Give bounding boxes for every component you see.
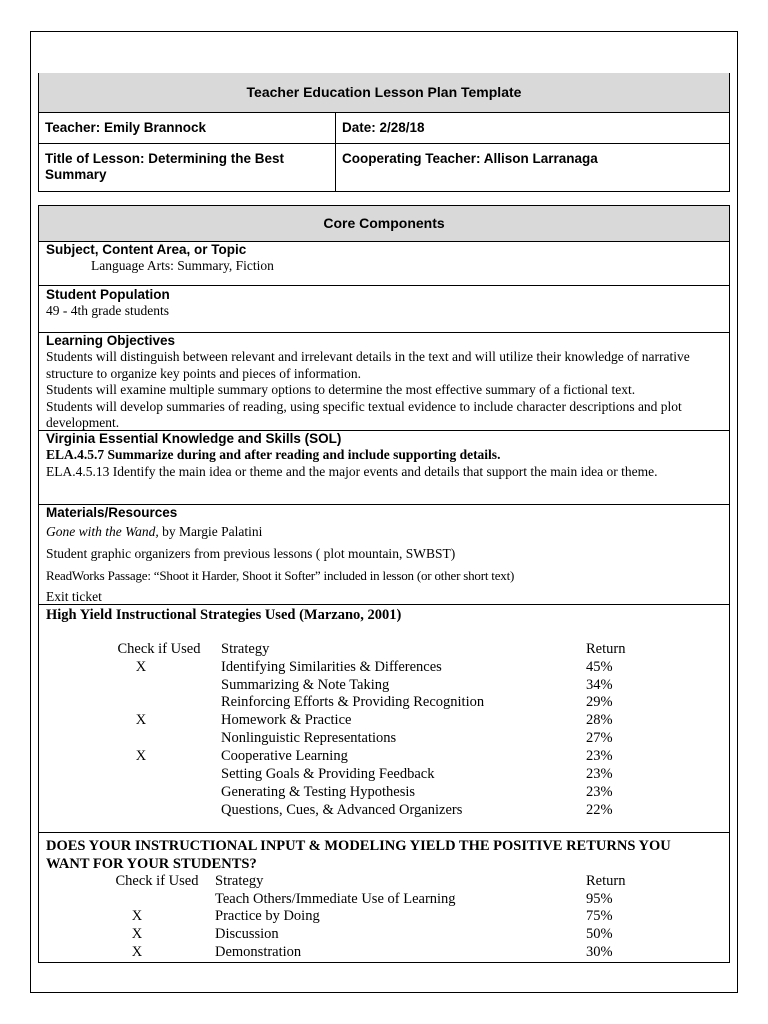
strategy-return: 22% <box>586 802 613 818</box>
strategy-return: 75% <box>586 908 613 924</box>
strategy-name: Nonlinguistic Representations <box>221 730 397 746</box>
lesson-date: Date: 2/28/18 <box>336 112 730 143</box>
table-row <box>39 926 715 944</box>
table-row <box>39 784 715 802</box>
input-header-row <box>39 873 715 891</box>
materials-section <box>38 505 730 605</box>
lesson-title: Title of Lesson: Determining the Best Summary <box>39 143 336 191</box>
strategy-name: Summarizing & Note Taking <box>221 677 390 693</box>
book-title: Gone with the Wand, <box>46 524 159 539</box>
table-row <box>39 730 715 748</box>
table-row <box>39 748 715 766</box>
strategy-return: 23% <box>586 766 613 782</box>
population-section <box>38 286 730 333</box>
teacher-name: Teacher: Emily Brannock <box>39 112 336 143</box>
subject-heading: Subject, Content Area, or Topic <box>46 242 247 257</box>
check-mark: X <box>131 926 143 942</box>
strategy-name: Cooperative Learning <box>221 748 348 764</box>
objectives-heading: Learning Objectives <box>46 333 176 348</box>
check-mark: X <box>135 659 147 675</box>
strategy-name: Generating & Testing Hypothesis <box>221 784 416 800</box>
strategy-name: Questions, Cues, & Advanced Organizers <box>221 802 463 818</box>
table-row <box>39 944 715 962</box>
population-text: 49 - 4th grade students <box>46 303 169 318</box>
check-header: Check if Used <box>115 873 199 889</box>
header-table <box>38 73 730 192</box>
strategy-name: Practice by Doing <box>215 908 320 924</box>
strategy-name: Identifying Similarities & Differences <box>221 659 442 675</box>
materials-passage: ReadWorks Passage: “Shoot it Harder, Shoot it Softer” included in lesson (or other short text) <box>46 568 515 583</box>
strategy-header: Strategy <box>221 641 270 657</box>
strategy-name: Setting Goals & Providing Feedback <box>221 766 435 782</box>
objective-line: Students will develop summaries of reading, using specific textual evidence to include character descriptions and plot development. <box>46 398 682 430</box>
strategy-return: 45% <box>586 659 613 675</box>
strategy-return: 30% <box>586 944 613 960</box>
table-row <box>39 766 715 784</box>
strategy-return: 50% <box>586 926 613 942</box>
materials-book <box>46 521 722 542</box>
strategies-heading: High Yield Instructional Strategies Used (Marzano, 2001) <box>46 607 402 623</box>
strategies-section <box>38 605 730 833</box>
check-mark: X <box>135 712 147 728</box>
strategy-return: 29% <box>586 694 613 710</box>
sol-heading: Virginia Essential Knowledge and Skills (SOL) <box>46 431 342 446</box>
return-header: Return <box>586 873 626 889</box>
materials-heading: Materials/Resources <box>46 505 178 520</box>
sol-line: ELA.4.5.13 Identify the main idea or theme and the major events and details that support the main idea or theme. <box>46 463 658 479</box>
strategy-return: 27% <box>586 730 613 746</box>
table-row <box>39 908 715 926</box>
table-row <box>39 677 715 695</box>
materials-exit: Exit ticket <box>46 589 102 604</box>
population-heading: Student Population <box>46 287 170 302</box>
materials-organizers: Student graphic organizers from previous lessons ( plot mountain, SWBST) <box>46 546 456 561</box>
table-row <box>39 712 715 730</box>
strategies-table <box>39 641 715 821</box>
check-mark: X <box>135 748 147 764</box>
sol-section <box>38 431 730 505</box>
check-mark: X <box>131 944 143 960</box>
strategy-header: Strategy <box>215 873 264 889</box>
objective-line: Students will examine multiple summary options to determine the most effective summary of a fictional text. <box>46 382 636 397</box>
sol-bold-line: ELA.4.5.7 Summarize during and after reading and include supporting details. <box>46 447 501 462</box>
strategies-header-row <box>39 641 715 659</box>
core-components-header: Core Components <box>38 205 730 242</box>
objective-line: Students will distinguish between relevant and irrelevant details in the text and will utilize their knowledge of narrative structure to organize key points and pieces of information. <box>46 349 690 381</box>
input-table <box>39 873 715 963</box>
objectives-section <box>38 333 730 431</box>
strategy-return: 23% <box>586 748 613 764</box>
book-author: by Margie Palatini <box>158 524 263 539</box>
table-row <box>39 659 715 677</box>
strategy-return: 28% <box>586 712 613 728</box>
input-heading: DOES YOUR INSTRUCTIONAL INPUT & MODELING YIELD THE POSITIVE RETURNS YOU WANT FOR YOUR STUDENTS? <box>46 838 671 872</box>
input-section <box>38 833 730 963</box>
template-title: Teacher Education Lesson Plan Template <box>39 73 730 112</box>
strategy-name: Discussion <box>215 926 279 942</box>
subject-section <box>38 242 730 286</box>
table-row <box>39 802 715 820</box>
strategy-return: 95% <box>586 891 613 907</box>
subject-text: Language Arts: Summary, Fiction <box>91 258 274 273</box>
strategy-return: 23% <box>586 784 613 800</box>
table-row <box>39 694 715 712</box>
strategy-name: Reinforcing Efforts & Providing Recognition <box>221 694 485 710</box>
cooperating-teacher: Cooperating Teacher: Allison Larranaga <box>336 143 730 191</box>
check-header: Check if Used <box>117 641 201 657</box>
strategy-name: Demonstration <box>215 944 302 960</box>
check-mark: X <box>131 908 143 924</box>
strategy-return: 34% <box>586 677 613 693</box>
return-header: Return <box>586 641 626 657</box>
strategy-name: Teach Others/Immediate Use of Learning <box>215 891 456 907</box>
table-row <box>39 891 715 909</box>
strategy-name: Homework & Practice <box>221 712 352 728</box>
